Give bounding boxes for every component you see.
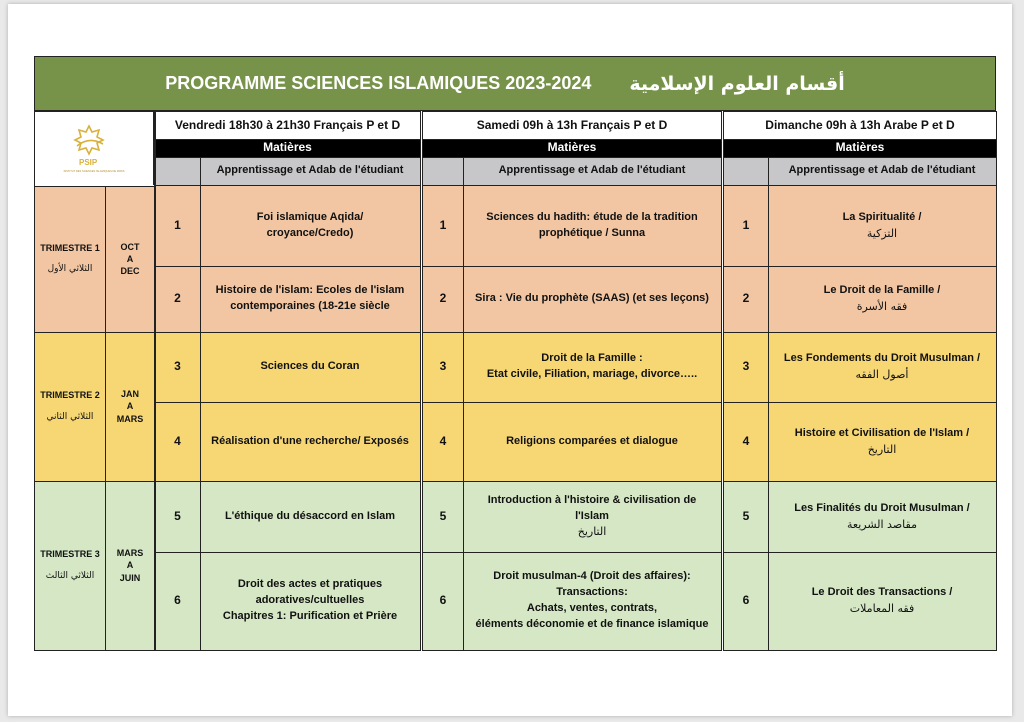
row-divider [423,481,721,482]
row-number: 2 [155,266,200,332]
text-line: adoratives/cultuelles [255,594,365,607]
row-divider [155,157,420,158]
row-divider [155,139,420,140]
row-divider [155,552,420,553]
row-divider [724,157,996,158]
text-line: مقاصد الشريعة [847,517,917,531]
day-column-title: Dimanche 09h à 13h Arabe P et D [724,112,996,139]
logo-text: PSIP [79,158,98,167]
period-line: MARS [116,548,144,559]
row-divider [423,157,721,158]
row-divider [423,332,721,333]
trimestre-divider [35,481,155,482]
row-number: 6 [423,552,463,650]
row-number: 4 [724,402,768,481]
text-line: Sira : Vie du prophète (SAAS) (et ses leçons) [475,292,709,305]
text-line: Sciences du hadith: étude de la tradition [486,211,698,224]
row-divider [724,402,996,403]
program-header [34,56,996,111]
text-line: Droit des actes et pratiques [237,578,383,591]
row-number: 1 [423,186,463,266]
period-line: OCT [120,241,140,252]
text-line: Les Finalités du Droit Musulman / [794,501,970,514]
logo-cell [35,112,154,185]
text-line: Sciences du Coran [260,360,360,373]
text-line: Réalisation d'une recherche/ Exposés [211,434,409,447]
program-title-arabic: أقسام العلوم الإسلامية [629,72,845,95]
row-divider [155,332,420,333]
text-line: La Spiritualité / [842,211,922,224]
day-block-frame [422,111,722,651]
trimestre-name-arabic: الثلاثي الثالث [45,570,95,581]
text-line: Etat civile, Filiation, mariage, divorce….. [486,368,698,380]
text-line: Le Droit des Transactions / [811,586,953,599]
row-divider [155,266,420,267]
row-divider [423,402,721,403]
text-line: Chapitres 1: Purification et Prière [222,609,398,622]
day-block-frame [154,111,421,651]
text-line: التاريخ [867,442,897,456]
row-divider [155,402,420,403]
trimestre-name: TRIMESTRE 3 [40,549,100,560]
trimestre-name-arabic: الثلاثي الثاني [46,411,94,422]
left-area-frame [34,111,156,651]
row-number: 6 [724,552,768,650]
period-line: MARS [116,413,144,424]
row-divider [423,552,721,553]
row-divider [724,481,996,482]
text-line: Histoire et Civilisation de l'Islam / [794,426,970,439]
logo-subtitle: INSTITUT DES SCIENCES ISLAMIQUES DE PARIS [63,170,125,173]
text-line: Droit de la Famille : [541,352,643,365]
program-title: PROGRAMME SCIENCES ISLAMIQUES 2023-2024 [165,73,592,93]
text-line: Religions comparées et dialogue [506,434,678,447]
row-number: 2 [724,266,768,332]
text-line: التاريخ [577,525,607,539]
row-number: 4 [155,402,200,481]
psip-logo [35,112,153,185]
row-divider [423,266,721,267]
row-divider [724,332,996,333]
trimestre-name: TRIMESTRE 1 [40,242,100,253]
apprentissage-header: Apprentissage et Adab de l'étudiant [768,157,996,185]
period-line: JAN [120,389,139,400]
row-number: 3 [423,332,463,402]
row-number: 1 [155,186,200,266]
row-number: 4 [423,402,463,481]
day-column-title: Vendredi 18h30 à 21h30 Français P et D [155,112,420,139]
period-line: A [126,401,134,412]
text-line: L'éthique du désaccord en Islam [224,509,396,522]
trimestre-column-divider [105,186,106,650]
row-divider [724,139,996,140]
text-line: التزكية [866,227,898,240]
day-block-frame [723,111,997,651]
matieres-header: Matières [155,139,420,157]
trimestre-divider [35,186,155,187]
trimestre-name: TRIMESTRE 2 [40,390,100,401]
row-number: 2 [423,266,463,332]
text-line: Transactions: [556,586,628,599]
period-line: JUIN [119,572,141,583]
row-number: 6 [155,552,200,650]
day-column-title: Samedi 09h à 13h Français P et D [423,112,721,139]
text-line: أصول الفقه [855,368,909,381]
text-line: croyance/Credo) [266,227,354,239]
row-number: 5 [155,481,200,552]
text-line: Introduction à l'histoire & civilisation de l'Islam [487,493,697,522]
trimestre-divider [35,332,155,333]
row-divider [155,481,420,482]
column-divider [200,157,201,650]
matieres-header: Matières [423,139,721,157]
text-line: Le Droit de la Famille / [823,284,941,297]
text-line: Foi islamique Aqida/ [256,211,364,224]
text-line: Les Fondements du Droit Musulman / [783,352,981,365]
row-divider [423,185,721,186]
row-number: 1 [724,186,768,266]
text-line: Achats, ventes, contrats, [526,602,658,614]
text-line: فقه المعاملات [849,602,915,615]
apprentissage-header: Apprentissage et Adab de l'étudiant [200,157,420,185]
period-line: DEC [120,266,140,277]
row-divider [724,266,996,267]
text-line: Droit musulman-4 (Droit des affaires): [493,570,691,583]
row-number: 3 [724,332,768,402]
row-divider [724,185,996,186]
column-divider [463,157,464,650]
row-number: 5 [724,481,768,552]
text-line: contemporaines (18-21e siècle [230,300,390,312]
text-line: éléments déconomie et de finance islamique [475,617,709,630]
apprentissage-header: Apprentissage et Adab de l'étudiant [463,157,721,185]
row-divider [155,185,420,186]
row-number: 5 [423,481,463,552]
text-line: Histoire de l'islam: Ecoles de l'islam [215,284,405,297]
period-line: A [126,253,134,264]
text-line: prophétique / Sunna [538,227,646,239]
row-divider [423,139,721,140]
column-divider [768,157,769,650]
text-line: فقه الأسرة [856,300,908,313]
period-line: A [126,560,134,571]
matieres-header: Matières [724,139,996,157]
trimestre-name-arabic: الثلاثي الأول [47,264,93,274]
row-number: 3 [155,332,200,402]
row-divider [724,552,996,553]
